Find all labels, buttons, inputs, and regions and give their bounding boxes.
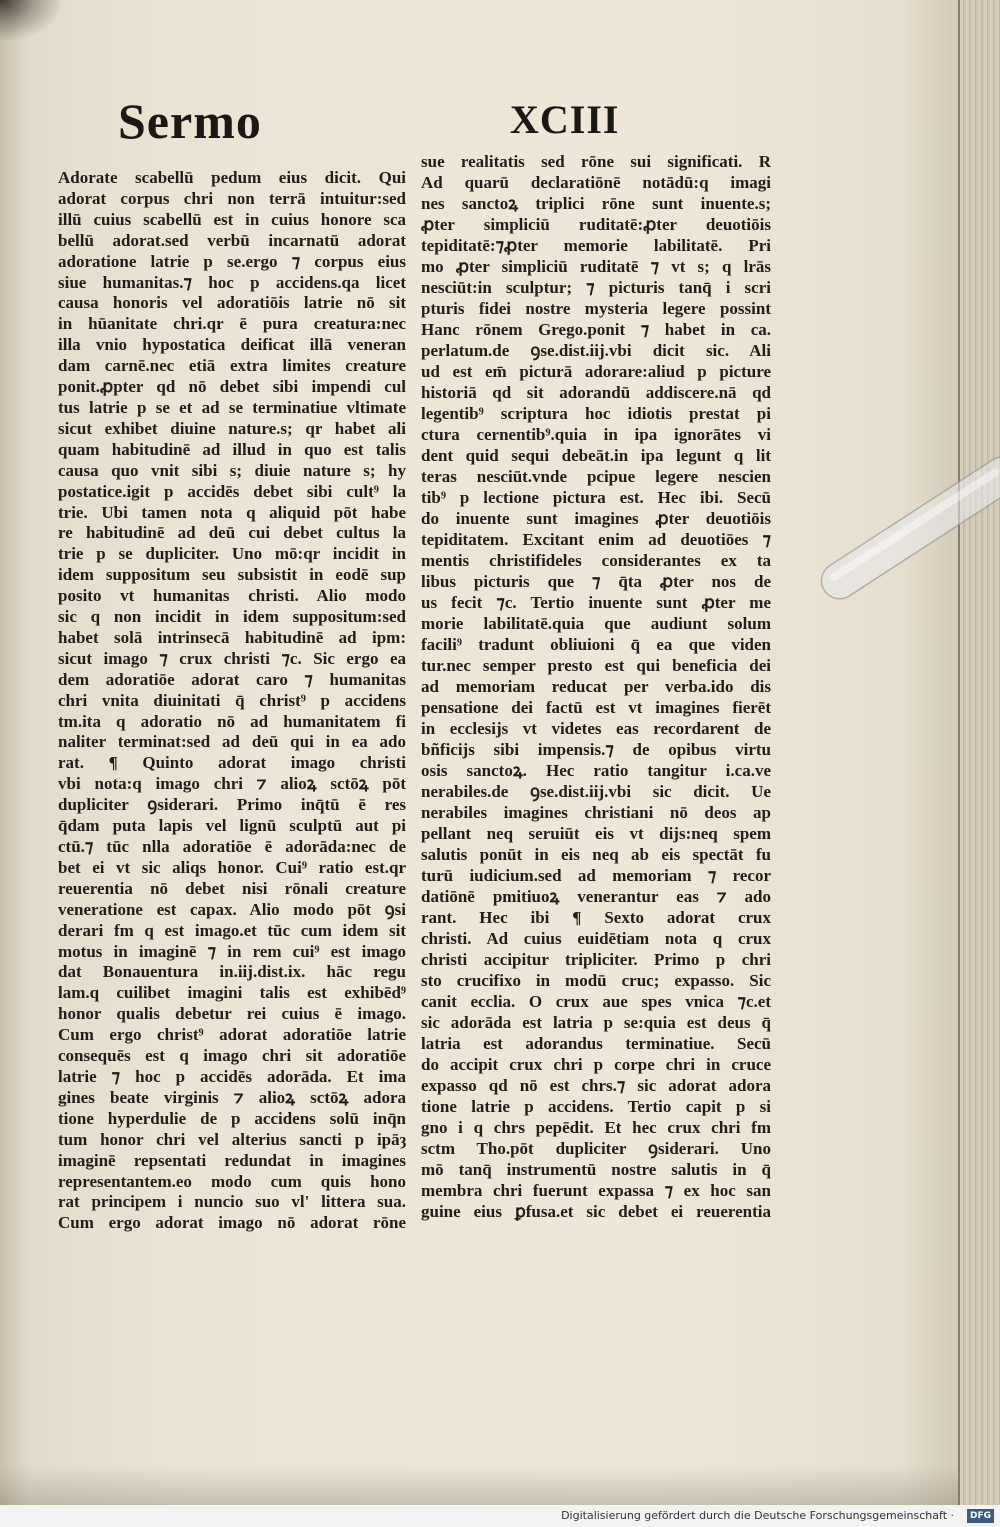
text-line: q̄dam puta lapis vel lignū sculptū aut pi	[58, 816, 406, 836]
text-line: adoratione latrie p se.ergo ⁊ corpus eius	[58, 251, 406, 271]
text-line: reuerentia nō debet nisi rōnali creature	[58, 878, 406, 898]
text-line: nesciūt:in sculptur; ⁊ picturis tanq̄ i scri	[421, 278, 771, 297]
text-line: tus latrie p se et ad se terminatiue vltimate	[58, 397, 406, 417]
text-line: in hūanitate chri.qr ē pura creatura:nec	[58, 314, 406, 334]
text-line: sue realitatis sed rōne sui significati. R	[421, 152, 771, 171]
text-line: ud est em̄ picturā adorare:aliud p picture	[421, 362, 771, 381]
text-line: sicut imago ⁊ crux christi ⁊c. Sic ergo ea	[58, 648, 406, 668]
text-line: nerabiles.de ꝯse.dist.iij.vbi sic dicit. Ue	[421, 782, 771, 801]
text-line: salutis ponūt in eis neq ab eis spectāt fu	[421, 845, 771, 864]
text-line: veneratione est capax. Alio modo pōt ꝯsi	[58, 899, 406, 919]
text-line: re habitudinē ad deū cui debet cultus la	[58, 523, 406, 543]
text-line: causa honoris vel adoratiōis latrie nō sit	[58, 293, 406, 313]
text-line: mō tanq̄ instrumentū nostre salutis in q̄	[421, 1160, 771, 1179]
text-line: dem adoratiōe adorat caro ⁊ humanitas	[58, 669, 406, 689]
running-title: Sermo	[118, 93, 262, 149]
text-line: latria est adorandus terminatiue. Secū	[421, 1034, 771, 1053]
text-line: rat. ¶ Quinto adorat imago christi	[58, 753, 406, 773]
text-line: osis sanctoꝝ. Hec ratio tangitur i.ca.ve	[421, 761, 771, 780]
text-line: dat Bonauentura in.iij.dist.ix. hāc regu	[58, 962, 406, 982]
digitization-footer	[0, 1505, 1000, 1527]
text-line: tione latrie p accidens. Tertio capit p si	[421, 1097, 771, 1116]
text-line: tepiditatem. Excitant enim ad deuotiōes ⁊	[421, 530, 771, 549]
text-column-right	[421, 151, 771, 1227]
text-line: motus in imaginē ⁊ in rem cui⁹ est imago	[58, 941, 406, 961]
folio-number: XCIII	[510, 97, 620, 142]
text-line: facili⁹ tradunt obliuioni q̄ ea que viden	[421, 635, 771, 654]
text-line: us fecit ⁊c. Tertio inuente sunt ꝓter me	[421, 593, 771, 612]
funding-credit: Digitalisierung gefördert durch die Deutsche Forschungsgemeinschaft ·	[561, 1509, 954, 1522]
text-line: adorat corpus chri non terrā intuitur:sed	[58, 188, 406, 208]
text-line: tib⁹ p lectione pictura est. Hec ibi. Secū	[421, 488, 771, 507]
text-line: lam.q cuilibet imagini talis est exhibēd⁹	[58, 983, 406, 1003]
text-line: rant. Hec ibi ¶ Sexto adorat crux	[421, 908, 771, 927]
text-line: idem suppositum seu subsistit in eodē sup	[58, 565, 406, 585]
text-line: chri vnita diuinitati q̄ christ⁹ p accidens	[58, 690, 406, 710]
text-line: honor qualis debetur rei cuius ē imago.	[58, 1004, 406, 1024]
text-line: dam carnē.nec etiā extra limites creature	[58, 356, 406, 376]
text-line: historiā qd sit adorandū addiscere.nā qd	[421, 383, 771, 402]
text-line: Adorate scabellū pedum eius dicit. Qui	[58, 168, 406, 187]
text-line: datiōnē pmitiuoꝝ venerantur eas ⁊ ado	[421, 887, 771, 906]
text-line: sic q non incidit in idem suppositum:sed	[58, 607, 406, 627]
text-line: bellū adorat.sed verbū incarnatū adorat	[58, 230, 406, 250]
text-line: causa quo vnit sibi s; diuie nature s; hy	[58, 460, 406, 480]
text-line: latrie ⁊ hoc p accidēs adorāda. Et ima	[58, 1066, 406, 1086]
text-line: christi. Ad cuius euidētiam nota q crux	[421, 929, 771, 948]
text-line: ctū.⁊ tūc nlla adoratiōe ē adorāda:nec de	[58, 837, 406, 856]
dfg-logo: DFG	[967, 1509, 994, 1523]
text-line: quam habitudinē ad illud in quo est talis	[58, 439, 406, 459]
text-line: illū cuius scabellū est in cuius honore sca	[58, 209, 406, 229]
text-line: rat principem i nuncio suo vl' littera sua.	[58, 1192, 406, 1212]
text-line: legentib⁹ scriptura hoc idiotis prestat pi	[421, 404, 771, 423]
text-line: Hanc rōnem Grego.ponit ⁊ habet in ca.	[421, 320, 771, 339]
text-line: consequēs est q imago chri sit adoratiōe	[58, 1046, 406, 1066]
text-column-left	[58, 168, 406, 1240]
text-line: illa vnio hypostatica deificat illā veneran	[58, 335, 406, 355]
text-line: sctm Tho.pōt dupliciter ꝯsiderari. Uno	[421, 1139, 771, 1158]
text-line: morie labilitatē.quia que audiunt solum	[421, 614, 771, 633]
text-line: pturis fidei nostre mysteria legere possint	[421, 299, 771, 318]
text-line: dupliciter ꝯsiderari. Primo inq̄tū ē res	[58, 795, 406, 815]
text-line: gno i q chrs pepēdit. Et hec crux chri fm	[421, 1118, 771, 1137]
text-line: sicut exhibet diuine nature.s; qr habet ali	[58, 418, 406, 438]
text-line: pellant neq seruiūt eis vt dijs:neq spem	[421, 824, 771, 843]
text-line: Ad quarū declaratiōnē notādū:q imagi	[421, 173, 771, 192]
text-line: ctura cernentib⁹.quia in ipa ignorātes vi	[421, 425, 771, 444]
text-line: canit ecclia. O crux aue spes vnica ⁊c.et	[421, 992, 771, 1011]
page-clip	[820, 455, 1000, 615]
text-line: expasso qd nō est chrs.⁊ sic adorat adora	[421, 1076, 771, 1095]
text-line: mentis christifideles considerantes ex ta	[421, 551, 771, 570]
text-line: nes sanctoꝝ triplici rōne sunt inuente.s;	[421, 194, 771, 213]
text-line: teras nesciūt.vnde pcipue legere nescien	[421, 467, 771, 486]
text-line: vbi nota:q imago chri ⁊ alioꝝ sctōꝝ pōt	[58, 774, 406, 794]
text-line: Cum ergo adorat imago nō adorat rōne	[58, 1213, 406, 1233]
text-line: nerabiles imagines christiani nō deos ap	[421, 803, 771, 822]
text-line: christi accipitur tripliciter. Primo p chri	[421, 950, 771, 969]
text-line: perlatum.de ꝯse.dist.iij.vbi dicit sic. Ali	[421, 341, 771, 360]
text-line: do accipit crux chri p corpe chri in cruce	[421, 1055, 771, 1074]
text-line: sic adorāda est latria p se:quia est deus q̄	[421, 1013, 771, 1032]
text-line: trie. Ubi tamen nota q aliquid pōt habe	[58, 502, 406, 522]
text-line: ꝓter simpliciū ruditatē:ꝓter deuotiōis	[421, 215, 771, 234]
text-line: turū iudicium.sed ad memoriam ⁊ recor	[421, 866, 771, 885]
text-line: tur.nec semper presto est qui beneficia dei	[421, 656, 771, 675]
text-line: tione hyperdulie de p accidens solū inq̄n	[58, 1108, 406, 1128]
text-line: guine eius ꝑfusa.et sic debet ei reuerentia	[421, 1202, 771, 1221]
text-line: libus picturis que ⁊ q̄ta ꝓter nos de	[421, 572, 771, 591]
text-line: habet solā intrinsecā habitudinē ad ipm:	[58, 627, 406, 647]
text-line: tepiditatē:⁊ꝓter memorie labilitatē. Pri	[421, 236, 771, 255]
text-line: mo ꝓter simpliciū ruditatē ⁊ vt s; q lrās	[421, 257, 771, 276]
text-line: imaginē repsentati redundat in imagines	[58, 1150, 406, 1170]
text-line: bñficijs sibi impensis.⁊ de opibus virtu	[421, 740, 771, 759]
book-page-edges	[958, 0, 1000, 1505]
text-line: naliter terminat:sed ad deū qui in ea ado	[58, 732, 406, 752]
text-line: postatice.igit p accidēs debet sibi cult⁹ la	[58, 481, 406, 501]
text-line: ponit.ꝓpter qd nō debet sibi impendi cul	[58, 377, 406, 397]
text-line: tm.ita q adoratio nō ad humanitatem fi	[58, 711, 406, 731]
text-line: tum honor chri vel alterius sancti p ipāȝ	[58, 1129, 406, 1149]
text-line: ad memoriam reducat per verba.ido dis	[421, 677, 771, 696]
text-line: do inuente sunt imagines ꝓter deuotiōis	[421, 509, 771, 528]
text-line: pensatione dei factū est vt imagines fierēt	[421, 698, 771, 717]
text-line: siue humanitas.⁊ hoc p accidens.qa licet	[58, 272, 406, 292]
text-line: in ecclesijs vt videtes eas recordarent de	[421, 719, 771, 738]
text-line: derari fm q est imago.et tūc cum idem sit	[58, 920, 406, 940]
text-line: dent quid sequi debeāt.in ipa legunt q lit	[421, 446, 771, 465]
text-line: Cum ergo christ⁹ adorat adoratiōe latrie	[58, 1025, 406, 1045]
text-line: gines beate virginis ⁊ alioꝝ sctōꝝ adora	[58, 1087, 406, 1107]
text-line: representantem.eo modo cum quis hono	[58, 1171, 406, 1191]
text-line: membra chri fuerunt expassa ⁊ ex hoc san	[421, 1181, 771, 1200]
text-line: bet ei vt sic aliqs honor. Cui⁹ ratio est.qr	[58, 857, 406, 877]
text-line: trie p se dupliciter. Uno mō:qr incidit in	[58, 544, 406, 564]
text-line: sto crucifixo in modū cruc; expasso. Sic	[421, 971, 771, 990]
text-line: posito vt humanitas christi. Alio modo	[58, 586, 406, 606]
